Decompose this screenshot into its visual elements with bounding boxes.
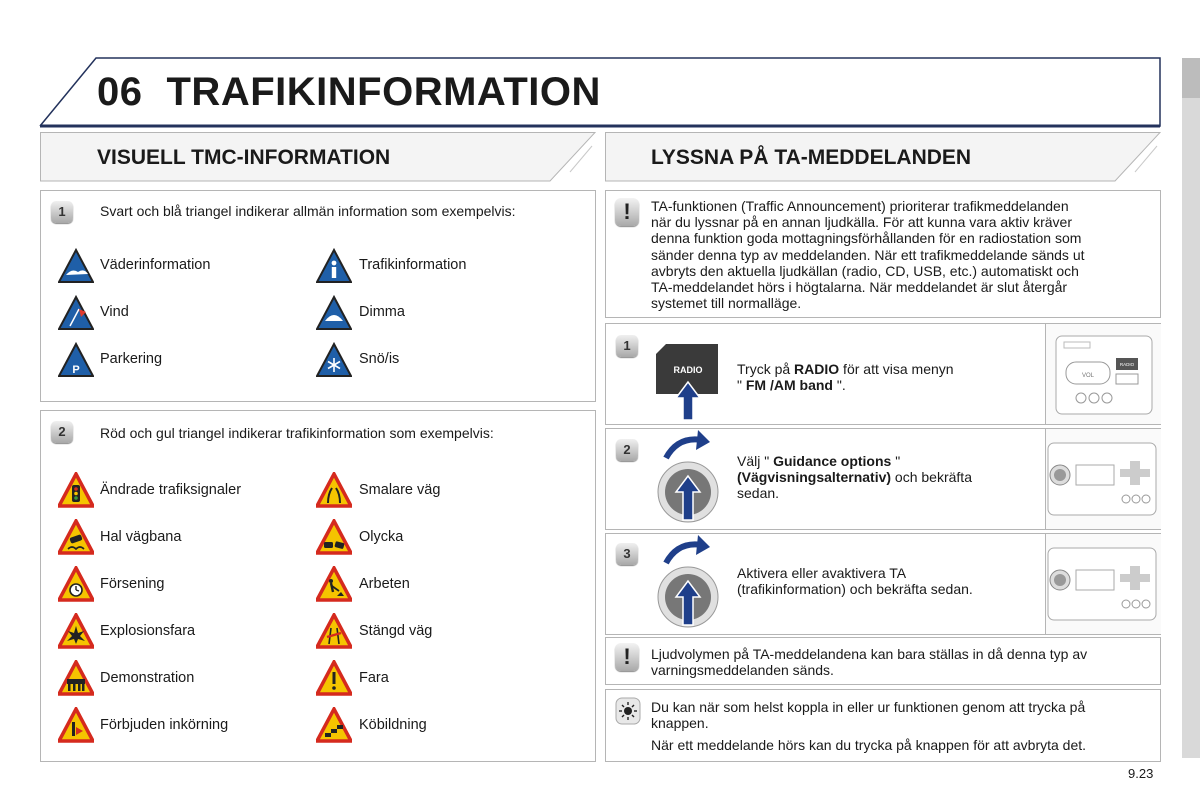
sign-label-wind: Vind — [100, 304, 129, 320]
step-2-text — [737, 453, 972, 501]
rotary-knob-illustration — [650, 430, 728, 530]
step-2-line-1 — [737, 453, 972, 469]
radio-panel-thumbnail-2 — [1045, 429, 1161, 529]
sign-label-no-entry: Förbjuden inkörning — [100, 717, 229, 733]
step-2-quote-end: " — [891, 453, 901, 469]
sign-label-weather: Väderinformation — [100, 257, 211, 273]
sign-label-accident: Olycka — [359, 529, 404, 545]
ta-info-line: avbryts den aktuella ljudkällan (radio, CD, USB, etc.) automatiskt och — [651, 262, 1079, 279]
sign-label-fog: Dimma — [359, 304, 405, 320]
road-closed-icon — [316, 613, 352, 649]
radio-panel-drawing-3 — [1046, 534, 1161, 634]
ta-info-line: TA-meddelandet hörs i högtalarna. När meddelandet är slut återgår — [651, 279, 1068, 296]
sign-label-explosion: Explosionsfara — [100, 623, 196, 639]
traffic-info-intro: Röd och gul triangel indikerar trafikinformation som exempelvis: — [100, 425, 494, 441]
step-2-option-sv: (Vägvisningsalternativ) — [737, 469, 892, 485]
step-3-line-2: (trafikinformation) och bekräfta sedan. — [737, 581, 973, 597]
step-1-quote-end: ". — [832, 377, 846, 393]
step-3-text — [737, 565, 973, 597]
chapter-title: TRAFIKINFORMATION — [166, 70, 601, 114]
step-2-pre: Välj " — [737, 453, 774, 469]
ta-info-text — [651, 198, 1085, 311]
step-2-option: Guidance options — [773, 453, 892, 469]
ta-info-line: sänder denna typ av meddelanden. När ett trafikmeddelande sänds ut — [651, 246, 1085, 263]
side-tab-marker — [1182, 58, 1200, 98]
rotary-knob-illustration-2 — [650, 535, 728, 635]
page-number: 9.23 — [1128, 766, 1154, 781]
fog-icon — [316, 295, 352, 331]
volume-note-line-1: Ljudvolymen på TA-meddelandena kan bara ställas in då denna typ av — [651, 646, 1088, 662]
road-narrows-icon — [316, 472, 352, 508]
radio-panel-thumbnail-3 — [1045, 534, 1161, 634]
demonstration-icon — [58, 660, 94, 696]
tip-lightbulb-icon — [615, 697, 641, 725]
step-1-line-2 — [737, 377, 954, 393]
ta-info-line: när du lyssnar på en annan ljudkälla. För att kunna vara aktiv kräver — [651, 214, 1073, 231]
step-1-quote: " — [737, 377, 746, 393]
chapter-number: 06 — [97, 70, 143, 114]
wind-icon — [58, 295, 94, 331]
svg-text:P: P — [72, 364, 80, 376]
step-1-text — [737, 361, 954, 393]
sign-label-roadworks: Arbeten — [359, 576, 410, 592]
danger-icon — [316, 660, 352, 696]
weather-info-icon — [58, 248, 94, 284]
step-1-bold: RADIO — [794, 361, 840, 377]
step-2-confirm: och bekräfta — [891, 469, 972, 485]
accident-icon — [316, 519, 352, 555]
step-badge-1: 1 — [51, 201, 73, 223]
sign-label-danger: Fara — [359, 670, 389, 686]
toggle-tip-line-3: När ett meddelande hörs kan du trycka på knappen för att avbryta det. — [651, 737, 1087, 753]
step-2-line-3: sedan. — [737, 485, 780, 501]
radio-panel-thumbnail — [1045, 324, 1161, 424]
sign-label-demonstration: Demonstration — [100, 670, 195, 686]
step-1-line-1 — [737, 361, 954, 377]
sign-label-parking: Parkering — [100, 351, 163, 367]
vol-label: VOL — [1081, 373, 1095, 379]
toggle-tip-text — [651, 699, 1086, 753]
snow-ice-icon — [316, 342, 352, 378]
step-2-line-2 — [737, 469, 972, 485]
chapter-heading — [97, 70, 601, 115]
sign-label-traffic: Trafikinformation — [359, 257, 467, 273]
ta-info-line: TA-funktionen (Traffic Announcement) prioriterar trafikmeddelanden — [651, 198, 1069, 214]
radio-panel-drawing-2 — [1046, 429, 1161, 529]
sign-label-narrow: Smalare väg — [359, 482, 441, 498]
ta-info-line: systemet till normalläge. — [651, 295, 802, 312]
no-entry-icon — [58, 707, 94, 743]
traffic-info-icon — [316, 248, 352, 284]
left-section-title: VISUELL TMC-INFORMATION — [97, 146, 391, 169]
step-badge-2: 2 — [51, 421, 73, 443]
traffic-jam-icon — [316, 707, 352, 743]
sign-label-closed: Stängd väg — [359, 623, 433, 639]
step-badge-1: 1 — [616, 335, 638, 357]
warning-icon: ! — [615, 198, 639, 226]
radio-panel-drawing — [1046, 324, 1161, 424]
right-section-title: LYSSNA PÅ TA-MEDDELANDEN — [651, 146, 972, 169]
sign-label-signals: Ändrade trafiksignaler — [100, 482, 242, 498]
step-1-post: för att visa menyn — [839, 361, 954, 377]
parking-icon — [58, 342, 94, 378]
sign-label-snow: Snö/is — [359, 351, 400, 367]
explosion-hazard-icon — [58, 613, 94, 649]
changed-traffic-signals-icon — [58, 472, 94, 508]
delay-icon — [58, 566, 94, 602]
ta-info-line: denna funktion goda mottagningsförhållanden för en radiostation som — [651, 230, 1082, 247]
step-badge-3: 3 — [616, 543, 638, 565]
side-tab — [1182, 58, 1200, 758]
sign-label-delay: Försening — [100, 576, 165, 592]
slippery-road-icon — [58, 519, 94, 555]
general-info-intro: Svart och blå triangel indikerar allmän information som exempelvis: — [100, 203, 516, 219]
volume-note-text — [651, 646, 1087, 678]
roadworks-icon — [316, 566, 352, 602]
thumb-radio-label: RADIO — [1119, 362, 1135, 367]
step-badge-2: 2 — [616, 439, 638, 461]
radio-button-illustration — [652, 342, 722, 424]
sign-label-slippery: Hal vägbana — [100, 529, 182, 545]
radio-button-label: RADIO — [673, 365, 703, 375]
step-3-line-1: Aktivera eller avaktivera TA — [737, 565, 907, 581]
toggle-tip-line-2: knappen. — [651, 715, 709, 731]
volume-note-line-2: varningsmeddelanden sänds. — [651, 662, 834, 678]
sign-label-jam: Köbildning — [359, 717, 427, 733]
step-1-menu: FM /AM band — [745, 377, 833, 393]
toggle-tip-line-1: Du kan när som helst koppla in eller ur funktionen genom att trycka på — [651, 699, 1086, 715]
warning-icon: ! — [615, 643, 639, 671]
step-1-pre: Tryck på — [737, 361, 795, 377]
